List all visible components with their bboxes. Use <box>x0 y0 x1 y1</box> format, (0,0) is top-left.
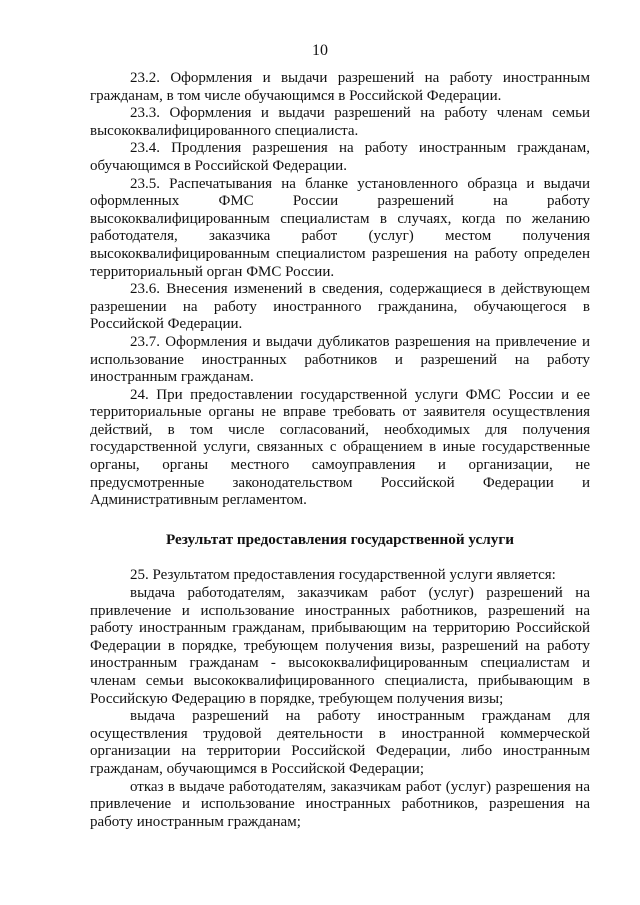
paragraph-result-3: отказ в выдаче работодателям, заказчикам работ (услуг) разрешения на привлечение и использование иностранных работников, разрешения на работу иностранным гражданам; <box>90 778 590 830</box>
paragraph-23-6: 23.6. Внесения изменений в сведения, содержащиеся в действующем разрешении на работу иностранного гражданина, обучающегося в Российской Федерации. <box>90 281 590 333</box>
section-heading: Результат предоставления государственной услуги <box>165 530 515 548</box>
paragraph-23-3: 23.3. Оформления и выдачи разрешений на работу членам семьи высококвалифицированного специалиста. <box>90 105 590 139</box>
paragraph-24: 24. При предоставлении государственной услуги ФМС России и ее территориальные органы не вправе требовать от заявителя осуществления действий, в том числе согласований, необходимых для получения государственной услуги, связанных с обращением в иные государственные органы, органы местного самоуправления и организации, не предусмотренные законодательством Российской Федерации и Административным регламентом. <box>90 386 590 509</box>
paragraph-23-7: 23.7. Оформления и выдачи дубликатов разрешения на привлечение и использование иностранных работников и разрешений на работу иностранным гражданам. <box>90 333 590 386</box>
paragraph-23-5: 23.5. Распечатывания на бланке установленного образца и выдачи оформленных ФМС России разрешений на работу высококвалифицированным специалистам в случаях, когда по желанию работодателя, заказчика работ (услуг) местом получения высококвалифицированным специалистом разрешения на работу определен территориальный орган ФМС России. <box>90 175 590 280</box>
document-body <box>90 70 590 831</box>
paragraph-25: 25. Результатом предоставления государственной услуги является: <box>130 567 556 584</box>
paragraph-result-2: выдача разрешений на работу иностранным гражданам для осуществления трудовой деятельности в иностранной коммерческой организации на территории Российской Федерации, либо иностранным гражданам, обучающимся в Российской Федерации; <box>90 708 590 777</box>
paragraph-23-4: 23.4. Продления разрешения на работу иностранным гражданам, обучающимся в Российской Федерации. <box>90 140 590 174</box>
paragraph-23-2: 23.2. Оформления и выдачи разрешений на работу иностранным гражданам, в том числе обучающимся в Российской Федерации. <box>90 70 590 104</box>
paragraph-result-1: выдача работодателям, заказчикам работ (услуг) разрешений на привлечение и использование иностранных работников, разрешений на работу иностранным гражданам, прибывающим на территорию Российской Федерации в порядке, требующем получения визы, разрешений на работу иностранным гражданам - высококвалифицированным специалистам и членам семьи высококвалифицированного специалиста, прибывающим в Российскую Федерацию в порядке, требующем получения визы; <box>90 585 590 707</box>
page-number: 10 <box>312 42 328 59</box>
